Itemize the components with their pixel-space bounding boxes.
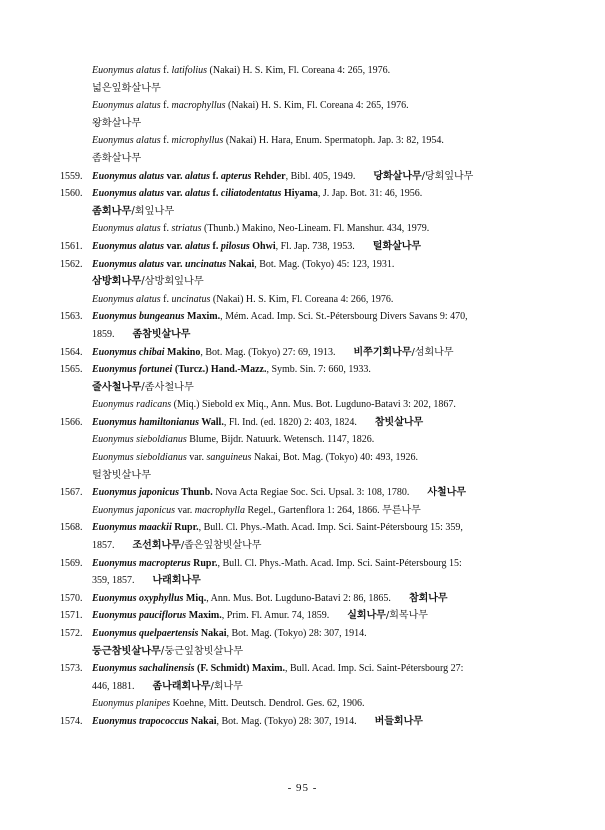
citation-text: var. <box>186 452 207 464</box>
taxon-name: sieboldianus <box>136 452 187 464</box>
korean-name: /좀사철나무 <box>141 381 194 393</box>
citation-text: Nova Acta Regiae Soc. Sci. Upsal. 3: 108, 1780. <box>212 487 410 499</box>
page-number: - 95 - <box>287 782 318 794</box>
accepted-name-line <box>60 185 560 203</box>
author-name: (Turcz.) Hand.-Mazz. <box>172 364 267 376</box>
korean-accepted-name: 털화살나무 <box>372 240 422 252</box>
citation-text: (Nakai) H. S. Kim, Fl. Coreana 4: 266, 1976. <box>210 293 394 305</box>
accepted-name-line <box>60 607 560 625</box>
author-name: Rupr. <box>171 522 199 534</box>
accepted-taxon-name: Euonymus maackii <box>92 522 172 534</box>
korean-accepted-name: 참빗살나무 <box>374 416 424 428</box>
entry-number: 1569. <box>60 557 83 569</box>
accepted-taxon-name: Euonymus alatus <box>92 170 164 182</box>
taxon-name: japonicus <box>136 504 176 516</box>
citation-text: Blume, Bijdr. Natuurk. Wetensch. 1147, 1826. <box>186 434 375 446</box>
synonym-line <box>60 62 560 80</box>
korean-name: /둥근잎참빗살나무 <box>160 645 244 657</box>
taxon-name: alatus <box>136 65 161 76</box>
author-name: Miq. <box>183 592 207 604</box>
author-name: (F. Schmidt) Maxim. <box>194 663 286 675</box>
taxon-name: alatus <box>136 223 161 235</box>
entry-number: 1566. <box>60 416 83 428</box>
citation-text: (Miq.) Siebold ex Miq., Ann. Mus. Bot. Lugduno-Batavi 3: 202, 1867. <box>171 399 456 411</box>
taxon-name: Euonymus <box>92 293 134 305</box>
korean-accepted-name: 좀참빗살나무 <box>132 328 191 340</box>
citation-text: , J. Jap. Bot. 31: 46, 1956. <box>317 188 423 200</box>
accepted-taxon-name: Euonymus alatus <box>92 258 164 270</box>
taxon-name: macrophyllus <box>171 100 226 112</box>
citation-text: 359, 1857. <box>92 575 135 587</box>
continuation-line <box>60 678 560 696</box>
korean-accepted-name: 버들회나무 <box>374 715 423 727</box>
accepted-name-line <box>60 590 560 608</box>
korean-accepted-name: 당화살나무 <box>373 170 422 182</box>
accepted-taxon-name: alatus <box>185 240 211 252</box>
taxon-name: Euonymus <box>92 434 134 446</box>
accepted-name-line <box>60 414 560 432</box>
taxon-name: alatus <box>136 293 161 305</box>
citation-text: Nakai, Bot. Mag. (Tokyo) 40: 493, 1926. <box>251 452 418 464</box>
taxon-name: alatus <box>136 100 161 112</box>
citation-text: 1857. <box>92 540 115 552</box>
author-name: Nakai <box>188 715 217 727</box>
accepted-taxon-name: ciliatodentatus <box>220 188 282 200</box>
synonym-line <box>60 431 560 449</box>
korean-name: 왕화살나무 <box>92 117 142 129</box>
korean-accepted-name: 좀회나무 <box>92 205 132 217</box>
accepted-taxon-name: alatus <box>185 170 211 182</box>
entry-number: 1565. <box>60 364 83 376</box>
author-name: var. <box>163 240 186 252</box>
korean-accepted-name: 사철나무 <box>427 487 467 499</box>
accepted-name-line <box>60 713 560 731</box>
entry-number: 1564. <box>60 346 83 358</box>
accepted-taxon-name: uncinatus <box>185 258 227 270</box>
korean-name: 좀화살나무 <box>92 152 142 164</box>
citation-text: , Bull. Acad. Imp. Sci. Saint-Pétersbourg 27: <box>285 663 464 675</box>
taxon-name: sanguineus <box>206 452 252 464</box>
accepted-taxon-name: Euonymus pauciflorus <box>92 610 187 622</box>
author-name: Thunb. <box>178 487 213 499</box>
korean-name: 털참빗살나무 <box>92 469 152 481</box>
citation-text: 446, 1881. <box>92 680 135 692</box>
citation-text: var. <box>175 504 195 516</box>
author-name: f. <box>210 170 221 182</box>
accepted-name-line <box>60 361 560 379</box>
korean-name-line <box>60 150 560 168</box>
korean-name: /섬회나무 <box>411 346 454 358</box>
accepted-name-line <box>60 344 560 362</box>
citation-text: , Fl. Jap. 738, 1953. <box>275 240 355 252</box>
accepted-name-line <box>60 238 560 256</box>
continuation-line <box>60 572 560 590</box>
citation-text: f. <box>160 65 172 76</box>
synonym-line <box>60 132 560 150</box>
citation-text: , Mém. Acad. Imp. Sci. St.-Pétersbourg Divers Savans 9: 470, <box>220 311 468 323</box>
entry-number: 1568. <box>60 522 83 534</box>
entry-number: 1562. <box>60 258 83 270</box>
entry-number: 1572. <box>60 628 83 639</box>
citation-text: , Bull. Cl. Phys.-Math. Acad. Imp. Sci. Saint-Pétersbourg 15: <box>217 557 462 569</box>
accepted-name-line <box>60 519 560 537</box>
taxon-name: striatus <box>171 223 202 235</box>
accepted-taxon-name: Euonymus alatus <box>92 188 164 200</box>
entry-number: 1560. <box>60 188 83 200</box>
citation-text: , Bot. Mag. (Tokyo) 28: 307, 1914. <box>226 628 367 639</box>
citation-text: Koehne, Mitt. Deutsch. Dendrol. Ges. 62, 1906. <box>170 698 365 710</box>
korean-accepted-name: 조선회나무 <box>132 540 181 552</box>
taxon-name: Euonymus <box>92 100 134 112</box>
korean-name-line <box>60 379 560 397</box>
citation-text: , Fl. Ind. (ed. 1820) 2: 403, 1824. <box>223 416 357 428</box>
author-name: var. <box>163 170 186 182</box>
author-name: f. <box>210 240 221 252</box>
taxon-name: radicans <box>136 399 172 411</box>
korean-name-line <box>60 80 560 98</box>
author-name: Wall. <box>199 416 224 428</box>
citation-text: , Bot. Mag. (Tokyo) 45: 123, 1931. <box>254 258 395 270</box>
citation-text: f. <box>160 135 172 147</box>
taxon-name: macrophylla <box>194 504 245 516</box>
citation-text: , Bibl. 405, 1949. <box>285 170 356 182</box>
citation-text: (Thunb.) Makino, Neo-Lineam. Fl. Manshur. 434, 1979. <box>201 223 430 235</box>
accepted-name-line <box>60 308 560 326</box>
taxon-name: sieboldianus <box>136 434 187 446</box>
taxon-name: uncinatus <box>171 293 211 305</box>
korean-accepted-name: 나래회나무 <box>152 575 201 587</box>
accepted-name-line <box>60 484 560 502</box>
taxon-name: Euonymus <box>92 65 134 76</box>
taxon-name: planipes <box>136 698 171 710</box>
accepted-taxon-name: apterus <box>220 170 252 182</box>
synonym-line <box>60 449 560 467</box>
entry-number: 1567. <box>60 487 83 499</box>
taxon-name: Euonymus <box>92 452 134 464</box>
korean-name: /회잎나무 <box>131 205 175 217</box>
author-name: Hiyama <box>281 188 318 200</box>
accepted-taxon-name: pilosus <box>220 240 250 252</box>
author-name: Rehder <box>251 170 286 182</box>
accepted-taxon-name: Euonymus oxyphyllus <box>92 592 184 604</box>
accepted-name-line <box>60 660 560 678</box>
accepted-taxon-name: Euonymus macropterus <box>92 557 191 569</box>
author-name: Maxim. <box>186 610 222 622</box>
synonym-line <box>60 220 560 238</box>
korean-accepted-name: 실회나무 <box>347 610 386 622</box>
korean-accepted-name: 참회나무 <box>408 592 448 604</box>
continuation-line <box>60 326 560 344</box>
korean-name: 무른나무 <box>382 504 421 516</box>
citation-text: (Nakai) H. S. Kim, Fl. Coreana 4: 265, 1976. <box>225 100 409 112</box>
author-name: Ohwi <box>249 240 276 252</box>
entry-number: 1574. <box>60 715 83 727</box>
korean-name-line <box>60 643 560 661</box>
entry-number: 1563. <box>60 311 83 323</box>
citation-text: Regel., Gartenflora 1: 264, 1866. <box>244 504 383 516</box>
korean-name: /좁은잎참빗살나무 <box>180 540 262 552</box>
citation-text: , Bot. Mag. (Tokyo) 27: 69, 1913. <box>200 346 336 358</box>
citation-text: f. <box>160 100 172 112</box>
citation-text: f. <box>160 293 172 305</box>
synonym-line <box>60 97 560 115</box>
continuation-line <box>60 537 560 555</box>
taxon-name: microphyllus <box>171 135 224 147</box>
taxon-name: Euonymus <box>92 223 134 235</box>
korean-accepted-name: 둥근참빗살나무 <box>92 645 161 657</box>
synonym-line <box>60 291 560 309</box>
citation-text: , Prim. Fl. Amur. 74, 1859. <box>221 610 330 622</box>
entry-number: 1573. <box>60 663 83 675</box>
korean-name-line <box>60 115 560 133</box>
accepted-taxon-name: alatus <box>185 188 211 200</box>
accepted-name-line <box>60 168 560 186</box>
citation-text: , Bull. Cl. Phys.-Math. Acad. Imp. Sci. Saint-Pétersbourg 15: 359, <box>198 522 463 534</box>
species-list <box>60 62 560 731</box>
author-name: Makino <box>164 346 201 358</box>
citation-text: , Symb. Sin. 7: 660, 1933. <box>266 364 371 376</box>
citation-text: , Bot. Mag. (Tokyo) 28: 307, 1914. <box>216 715 357 727</box>
accepted-taxon-name: Euonymus chibai <box>92 346 165 358</box>
accepted-taxon-name: Euonymus bungeanus <box>92 311 185 323</box>
synonym-line <box>60 396 560 414</box>
taxon-name: Euonymus <box>92 135 134 147</box>
korean-name: /회나무 <box>210 680 243 692</box>
citation-text: 1859. <box>92 328 115 340</box>
accepted-taxon-name: Euonymus trapococcus <box>92 715 189 727</box>
korean-name: /삼방회잎나무 <box>141 276 204 288</box>
accepted-taxon-name: Euonymus alatus <box>92 240 164 252</box>
accepted-name-line <box>60 625 560 643</box>
author-name: Rupr. <box>190 557 218 569</box>
accepted-taxon-name: Euonymus japonicus <box>92 487 179 499</box>
citation-text: f. <box>160 223 172 235</box>
synonym-line <box>60 502 560 520</box>
korean-name-line <box>60 467 560 485</box>
taxon-name: Euonymus <box>92 698 134 710</box>
accepted-taxon-name: Euonymus hamiltonianus <box>92 416 199 428</box>
author-name: var. <box>163 188 186 200</box>
korean-name-line <box>60 203 560 221</box>
entry-number: 1571. <box>60 610 83 622</box>
taxon-name: latifolius <box>171 65 208 76</box>
author-name: var. <box>163 258 186 270</box>
entry-number: 1559. <box>60 170 83 182</box>
citation-text: , Ann. Mus. Bot. Lugduno-Batavi 2: 86, 1865. <box>206 592 391 604</box>
accepted-taxon-name: Euonymus sachalinensis <box>92 663 195 675</box>
korean-name: 넓은잎화살나무 <box>92 82 161 94</box>
taxon-name: alatus <box>136 135 161 147</box>
accepted-taxon-name: Euonymus quelpaertensis <box>92 628 199 639</box>
korean-name: /당회잎나무 <box>421 170 474 182</box>
taxon-name: Euonymus <box>92 504 134 516</box>
korean-accepted-name: 삼방회나무 <box>92 276 142 288</box>
korean-accepted-name: 좀나래회나무 <box>152 680 211 692</box>
taxon-name: Euonymus <box>92 399 134 411</box>
korean-accepted-name: 비쭈기회나무 <box>353 346 412 358</box>
korean-accepted-name: 줄사철나무 <box>92 381 142 393</box>
accepted-name-line <box>60 256 560 274</box>
accepted-name-line <box>60 555 560 573</box>
citation-text: (Nakai) H. S. Kim, Fl. Coreana 4: 265, 1976. <box>207 65 391 76</box>
entry-number: 1561. <box>60 240 83 252</box>
accepted-taxon-name: Euonymus fortunei <box>92 364 173 376</box>
author-name: Nakai <box>198 628 227 639</box>
korean-name: /회목나무 <box>385 610 428 622</box>
author-name: f. <box>210 188 221 200</box>
author-name: Nakai <box>226 258 255 270</box>
synonym-line <box>60 695 560 713</box>
korean-name-line <box>60 273 560 291</box>
citation-text: (Nakai) H. Hara, Enum. Spermatoph. Jap. 3: 82, 1954. <box>223 135 444 147</box>
entry-number: 1570. <box>60 592 83 604</box>
author-name: Maxim. <box>184 311 221 323</box>
